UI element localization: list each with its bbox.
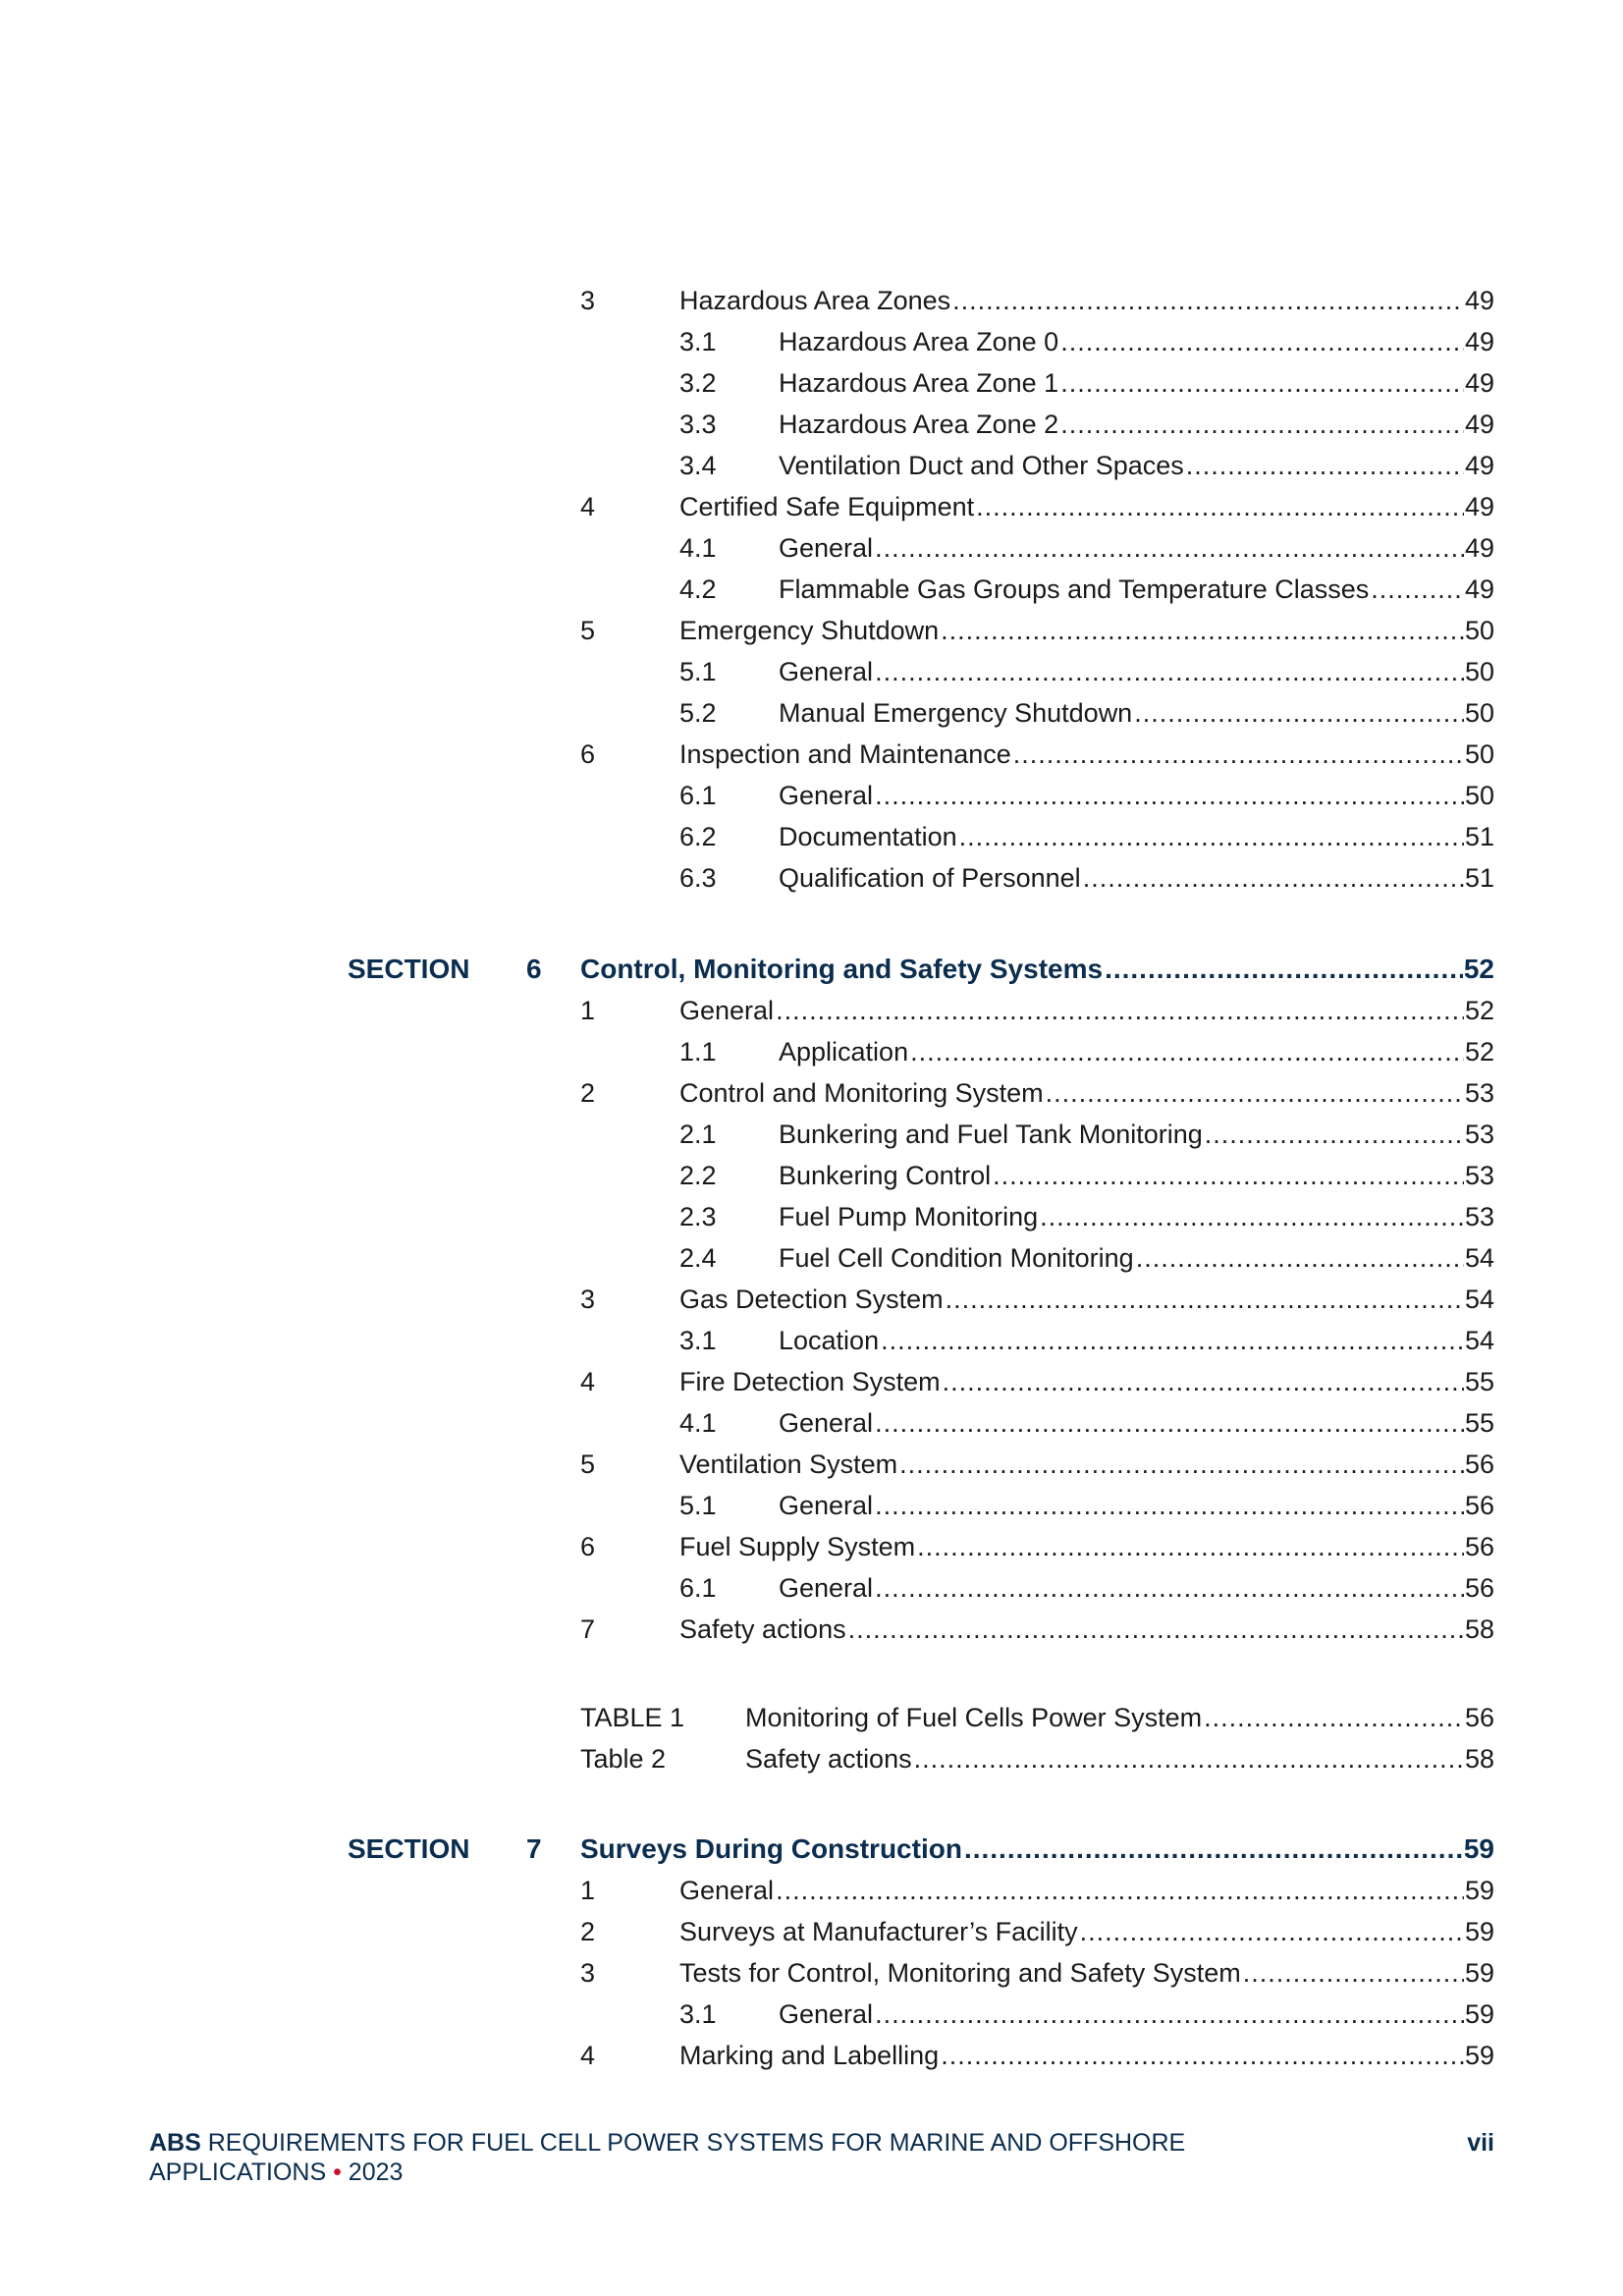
toc-entry-page: 59 xyxy=(1464,1911,1494,1952)
toc-entry-title: Surveys at Manufacturer’s Facility xyxy=(679,1911,1080,1952)
toc-entry-title: Hazardous Area Zone 0 xyxy=(779,321,1060,362)
toc-entry-page: 53 xyxy=(1464,1196,1494,1237)
footer-page-number: vii xyxy=(1467,2129,1494,2157)
toc-entry-level1 xyxy=(0,1072,1623,1114)
toc-entry-page: 54 xyxy=(1464,1237,1494,1279)
toc-entry-leader xyxy=(779,445,1494,486)
toc-dot-leader xyxy=(1013,734,1464,775)
footer-title xyxy=(149,2128,1229,2187)
toc-entry-number: 2 xyxy=(580,1078,596,1108)
section-label: SECTION xyxy=(348,1833,470,1864)
toc-entry-title: Fuel Cell Condition Monitoring xyxy=(779,1237,1136,1279)
toc-entry-page: 53 xyxy=(1464,1114,1494,1155)
toc-entry-number: 3 xyxy=(580,286,596,315)
toc-entry-level1 xyxy=(0,610,1623,651)
toc-entry-page: 50 xyxy=(1464,610,1494,651)
toc-entry-number: 6.1 xyxy=(679,1573,717,1603)
toc-entry-leader xyxy=(679,1952,1494,1994)
toc-entry-title: Tests for Control, Monitoring and Safety System xyxy=(679,1952,1243,1994)
toc-entry-page: 50 xyxy=(1464,651,1494,692)
toc-entry-page: 49 xyxy=(1464,527,1494,569)
toc-entry-number: 3.2 xyxy=(679,368,717,398)
toc-entry-title: Marking and Labelling xyxy=(679,2035,941,2076)
toc-entry-title: Fuel Supply System xyxy=(679,1526,917,1567)
toc-entry-number: 6.3 xyxy=(679,863,717,893)
toc-entry-page: 51 xyxy=(1464,857,1494,899)
toc-dot-leader xyxy=(1083,857,1464,899)
toc-entry-number: 2.3 xyxy=(679,1202,717,1231)
toc-entry-level2 xyxy=(0,362,1623,404)
toc-entry-level2 xyxy=(0,1320,1623,1361)
toc-entry-level2 xyxy=(0,1031,1623,1072)
toc-entry-page: 56 xyxy=(1464,1526,1494,1567)
toc-dot-leader xyxy=(875,1994,1464,2035)
toc-entry-number: 7 xyxy=(580,1614,596,1644)
toc-entry-page: 52 xyxy=(1464,1031,1494,1072)
toc-entry-level2 xyxy=(0,321,1623,362)
toc-entry-title: Monitoring of Fuel Cells Power System xyxy=(745,1697,1204,1738)
toc-dot-leader xyxy=(1186,445,1464,486)
toc-entry-number: TABLE 1 xyxy=(580,1703,685,1732)
toc-entry-level1 xyxy=(0,1361,1623,1402)
toc-entry-level1 xyxy=(0,280,1623,321)
toc-entry-leader xyxy=(779,1320,1494,1361)
toc-entry-title: General xyxy=(779,527,875,569)
toc-entry-leader xyxy=(745,1697,1494,1738)
toc-entry-title: General xyxy=(779,1994,875,2035)
toc-entry-page: 58 xyxy=(1464,1738,1494,1779)
section-page: 52 xyxy=(1463,949,1494,990)
toc-entry-number: 4 xyxy=(580,492,596,521)
toc-entry-leader xyxy=(779,527,1494,569)
section-7-heading xyxy=(0,1829,1623,1870)
section-page: 59 xyxy=(1463,1829,1494,1870)
toc-dot-leader xyxy=(910,1031,1464,1072)
toc-entry-page: 59 xyxy=(1464,1994,1494,2035)
toc-entry-number: 4.1 xyxy=(679,533,717,563)
toc-entry-page: 49 xyxy=(1464,321,1494,362)
toc-entry-title: Hazardous Area Zone 1 xyxy=(779,362,1060,404)
toc-entry-page: 55 xyxy=(1464,1402,1494,1444)
toc-entry-title: General xyxy=(779,1485,875,1526)
toc-entry-page: 59 xyxy=(1464,1952,1494,1994)
toc-entry-level1 xyxy=(0,734,1623,775)
toc-entry-number: Table 2 xyxy=(580,1744,667,1774)
toc-dot-leader xyxy=(1205,1114,1464,1155)
toc-entry-title: General xyxy=(679,990,776,1031)
section-leader xyxy=(580,949,1494,990)
toc-entry-leader xyxy=(779,1994,1494,2035)
toc-entry-title: Flammable Gas Groups and Temperature Classes xyxy=(779,569,1371,610)
toc-entry-page: 49 xyxy=(1464,569,1494,610)
toc-entry-level2 xyxy=(0,775,1623,816)
toc-entry-level1 xyxy=(0,1279,1623,1320)
toc-entry-title: Gas Detection System xyxy=(679,1279,946,1320)
toc-entry-title: Safety actions xyxy=(745,1738,914,1779)
toc-entry-number: 4 xyxy=(580,2041,596,2070)
toc-entry-title: Fuel Pump Monitoring xyxy=(779,1196,1040,1237)
toc-entry-title: Hazardous Area Zones xyxy=(679,280,952,321)
toc-entry-leader xyxy=(779,816,1494,857)
toc-entry-page: 56 xyxy=(1464,1444,1494,1485)
toc-entry-title: Fire Detection System xyxy=(679,1361,943,1402)
toc-entry-title: General xyxy=(779,1567,875,1609)
section-title: Surveys During Construction xyxy=(580,1829,964,1870)
toc-entry-level2 xyxy=(0,404,1623,445)
toc-entry-number: 5 xyxy=(580,1449,596,1479)
toc-entry-page: 49 xyxy=(1464,486,1494,527)
toc-entry-page: 50 xyxy=(1464,775,1494,816)
toc-entry-page: 56 xyxy=(1464,1697,1494,1738)
toc-entry-page: 56 xyxy=(1464,1485,1494,1526)
toc-entry-level1 xyxy=(0,1870,1623,1911)
toc-dot-leader xyxy=(776,990,1464,1031)
toc-entry-number: 3 xyxy=(580,1285,596,1314)
toc-dot-leader xyxy=(875,1567,1464,1609)
toc-entry-level2 xyxy=(0,857,1623,899)
toc-entry-leader xyxy=(679,280,1494,321)
toc-entry-leader xyxy=(779,1196,1494,1237)
toc-entry-page: 51 xyxy=(1464,816,1494,857)
toc-dot-leader xyxy=(875,1485,1464,1526)
toc-entry-page: 52 xyxy=(1464,990,1494,1031)
toc-dot-leader xyxy=(1060,321,1464,362)
toc-entry-leader xyxy=(779,1237,1494,1279)
toc-entry-leader xyxy=(679,1072,1494,1114)
toc-dot-leader xyxy=(1204,1697,1464,1738)
toc-entry-number: 1 xyxy=(580,996,596,1025)
toc-entry-leader xyxy=(779,321,1494,362)
toc-entry-title: Application xyxy=(779,1031,910,1072)
toc-entry-leader xyxy=(679,1609,1494,1650)
toc-entry-number: 3.1 xyxy=(679,327,717,356)
toc-dot-leader xyxy=(914,1738,1464,1779)
footer-title-line1: REQUIREMENTS FOR FUEL CELL POWER SYSTEMS FOR MARINE AND OFFSHORE xyxy=(200,2129,1186,2157)
toc-entry-level2 xyxy=(0,651,1623,692)
toc-dot-leader xyxy=(875,775,1464,816)
toc-table-entry xyxy=(0,1697,1623,1738)
toc-entry-number: 2.2 xyxy=(679,1161,717,1190)
footer-brand: ABS xyxy=(149,2129,201,2157)
toc-entry-leader xyxy=(679,1279,1494,1320)
section-6-heading xyxy=(0,949,1623,990)
toc-dot-leader xyxy=(881,1320,1464,1361)
toc-entry-title: Manual Emergency Shutdown xyxy=(779,692,1134,734)
section-leader xyxy=(580,1829,1494,1870)
page-footer xyxy=(149,2128,1494,2187)
toc-dot-leader xyxy=(943,1361,1464,1402)
toc-entry-level2 xyxy=(0,1567,1623,1609)
toc-entry-page: 53 xyxy=(1464,1155,1494,1196)
toc-entry-number: 3.3 xyxy=(679,410,717,439)
section-dot-leader xyxy=(964,1829,1463,1870)
toc-entry-title: General xyxy=(779,1402,875,1444)
toc-dot-leader xyxy=(1080,1911,1464,1952)
toc-entry-leader xyxy=(779,1031,1494,1072)
toc-entry-page: 59 xyxy=(1464,2035,1494,2076)
toc-entry-title: General xyxy=(779,775,875,816)
toc-entry-number: 5.2 xyxy=(679,698,717,728)
toc-entry-leader xyxy=(679,1526,1494,1567)
toc-entry-number: 3.1 xyxy=(679,1999,717,2029)
toc-dot-leader xyxy=(776,1870,1464,1911)
toc-dot-leader xyxy=(1040,1196,1464,1237)
toc-entry-number: 3.1 xyxy=(679,1326,717,1355)
toc-entry-level2 xyxy=(0,569,1623,610)
toc-dot-leader xyxy=(993,1155,1464,1196)
toc-entry-page: 49 xyxy=(1464,280,1494,321)
toc-entry-number: 4.1 xyxy=(679,1408,717,1438)
toc-entry-level1 xyxy=(0,1444,1623,1485)
toc-entry-title: Bunkering and Fuel Tank Monitoring xyxy=(779,1114,1205,1155)
toc-entry-leader xyxy=(679,1444,1494,1485)
toc-entry-number: 2.4 xyxy=(679,1243,717,1273)
toc-entry-level2 xyxy=(0,1114,1623,1155)
toc-dot-leader xyxy=(1060,404,1464,445)
toc-entry-level2 xyxy=(0,816,1623,857)
toc-entry-page: 55 xyxy=(1464,1361,1494,1402)
toc-entry-leader xyxy=(779,1155,1494,1196)
section-dot-leader xyxy=(1105,949,1463,990)
toc-dot-leader xyxy=(917,1526,1464,1567)
section-number: 6 xyxy=(526,954,542,984)
section-label: SECTION xyxy=(348,954,470,984)
toc-dot-leader xyxy=(848,1609,1464,1650)
footer-title-line2: APPLICATIONS xyxy=(149,2159,327,2186)
toc-entry-number: 6.2 xyxy=(679,822,717,851)
toc-entry-level1 xyxy=(0,1609,1623,1650)
toc-entry-leader xyxy=(679,486,1494,527)
toc-entry-level1 xyxy=(0,486,1623,527)
toc-entry-level2 xyxy=(0,1485,1623,1526)
toc-entry-level2 xyxy=(0,527,1623,569)
toc-entry-title: Control and Monitoring System xyxy=(679,1072,1046,1114)
toc-entry-number: 6.1 xyxy=(679,781,717,810)
toc-dot-leader xyxy=(959,816,1464,857)
footer-bullet: • xyxy=(326,2159,349,2186)
toc-dot-leader xyxy=(875,1402,1464,1444)
toc-dot-leader xyxy=(875,651,1464,692)
toc-dot-leader xyxy=(1134,692,1464,734)
toc-entry-leader xyxy=(679,1911,1494,1952)
toc-entry-level2 xyxy=(0,692,1623,734)
toc-entry-level2 xyxy=(0,1237,1623,1279)
toc-entry-leader xyxy=(779,1114,1494,1155)
toc-dot-leader xyxy=(941,2035,1464,2076)
toc-entry-number: 5 xyxy=(580,616,596,645)
toc-entry-title: Safety actions xyxy=(679,1609,848,1650)
toc-dot-leader xyxy=(946,1279,1464,1320)
section-number: 7 xyxy=(526,1833,542,1864)
toc-entry-leader xyxy=(679,734,1494,775)
toc-entry-leader xyxy=(679,610,1494,651)
toc-entry-title: Certified Safe Equipment xyxy=(679,486,976,527)
toc-entry-page: 54 xyxy=(1464,1320,1494,1361)
toc-dot-leader xyxy=(875,527,1464,569)
toc-entry-leader xyxy=(779,857,1494,899)
toc-entry-level1 xyxy=(0,1526,1623,1567)
toc-entry-number: 3.4 xyxy=(679,451,717,480)
toc-entry-title: Ventilation Duct and Other Spaces xyxy=(779,445,1186,486)
toc-entry-title: Hazardous Area Zone 2 xyxy=(779,404,1060,445)
toc-entry-leader xyxy=(779,692,1494,734)
footer-year: 2023 xyxy=(348,2159,404,2186)
toc-entry-leader xyxy=(745,1738,1494,1779)
toc-entry-title: Bunkering Control xyxy=(779,1155,993,1196)
toc-entry-title: Emergency Shutdown xyxy=(679,610,941,651)
toc-dot-leader xyxy=(1060,362,1464,404)
toc-entry-number: 6 xyxy=(580,739,596,769)
toc-entry-title: General xyxy=(679,1870,776,1911)
toc-entry-title: General xyxy=(779,651,875,692)
toc-entry-leader xyxy=(779,1402,1494,1444)
toc-entry-leader xyxy=(779,404,1494,445)
toc-entry-title: Documentation xyxy=(779,816,959,857)
toc-entry-number: 1.1 xyxy=(679,1037,717,1066)
toc-entry-leader xyxy=(779,1485,1494,1526)
toc-entry-level1 xyxy=(0,1911,1623,1952)
toc-entry-page: 54 xyxy=(1464,1279,1494,1320)
toc-entry-leader xyxy=(679,1870,1494,1911)
toc-entry-page: 50 xyxy=(1464,734,1494,775)
toc-entry-leader xyxy=(679,1361,1494,1402)
toc-entry-level1 xyxy=(0,990,1623,1031)
toc-table-entry xyxy=(0,1738,1623,1779)
toc-entry-number: 3 xyxy=(580,1958,596,1988)
toc-entry-number: 1 xyxy=(580,1876,596,1905)
toc-entry-number: 4.2 xyxy=(679,574,717,604)
toc-entry-leader xyxy=(779,362,1494,404)
toc-entry-level1 xyxy=(0,1952,1623,1994)
toc-entry-leader xyxy=(779,1567,1494,1609)
toc-entry-page: 56 xyxy=(1464,1567,1494,1609)
toc-entry-page: 49 xyxy=(1464,404,1494,445)
toc-entry-leader xyxy=(779,775,1494,816)
toc-entry-number: 4 xyxy=(580,1367,596,1396)
toc-entry-number: 2.1 xyxy=(679,1120,717,1149)
toc-entry-page: 50 xyxy=(1464,692,1494,734)
toc-entry-number: 5.1 xyxy=(679,657,717,686)
toc-entry-number: 2 xyxy=(580,1917,596,1946)
toc-entry-title: Location xyxy=(779,1320,881,1361)
toc-entry-number: 5.1 xyxy=(679,1491,717,1520)
toc-dot-leader xyxy=(1046,1072,1464,1114)
toc-entry-page: 49 xyxy=(1464,362,1494,404)
toc-dot-leader xyxy=(976,486,1464,527)
toc-dot-leader xyxy=(952,280,1464,321)
toc-entry-level2 xyxy=(0,1402,1623,1444)
toc-entry-level2 xyxy=(0,1196,1623,1237)
toc-entry-level2 xyxy=(0,445,1623,486)
toc-entry-leader xyxy=(679,2035,1494,2076)
toc-entry-number: 6 xyxy=(580,1532,596,1561)
toc-dot-leader xyxy=(1136,1237,1464,1279)
toc-entry-level2 xyxy=(0,1155,1623,1196)
section-title: Control, Monitoring and Safety Systems xyxy=(580,949,1105,990)
toc-dot-leader xyxy=(941,610,1464,651)
toc-entry-title: Inspection and Maintenance xyxy=(679,734,1013,775)
toc-entry-leader xyxy=(679,990,1494,1031)
toc-dot-leader xyxy=(1243,1952,1464,1994)
toc-entry-page: 58 xyxy=(1464,1609,1494,1650)
toc-entry-page: 49 xyxy=(1464,445,1494,486)
toc-entry-level1 xyxy=(0,2035,1623,2076)
toc-dot-leader xyxy=(1371,569,1464,610)
toc-entry-page: 59 xyxy=(1464,1870,1494,1911)
toc-entry-title: Qualification of Personnel xyxy=(779,857,1083,899)
toc-entry-level2 xyxy=(0,1994,1623,2035)
toc-dot-leader xyxy=(899,1444,1464,1485)
toc-entry-leader xyxy=(779,569,1494,610)
toc-entry-title: Ventilation System xyxy=(679,1444,899,1485)
toc-entry-page: 53 xyxy=(1464,1072,1494,1114)
toc-entry-leader xyxy=(779,651,1494,692)
